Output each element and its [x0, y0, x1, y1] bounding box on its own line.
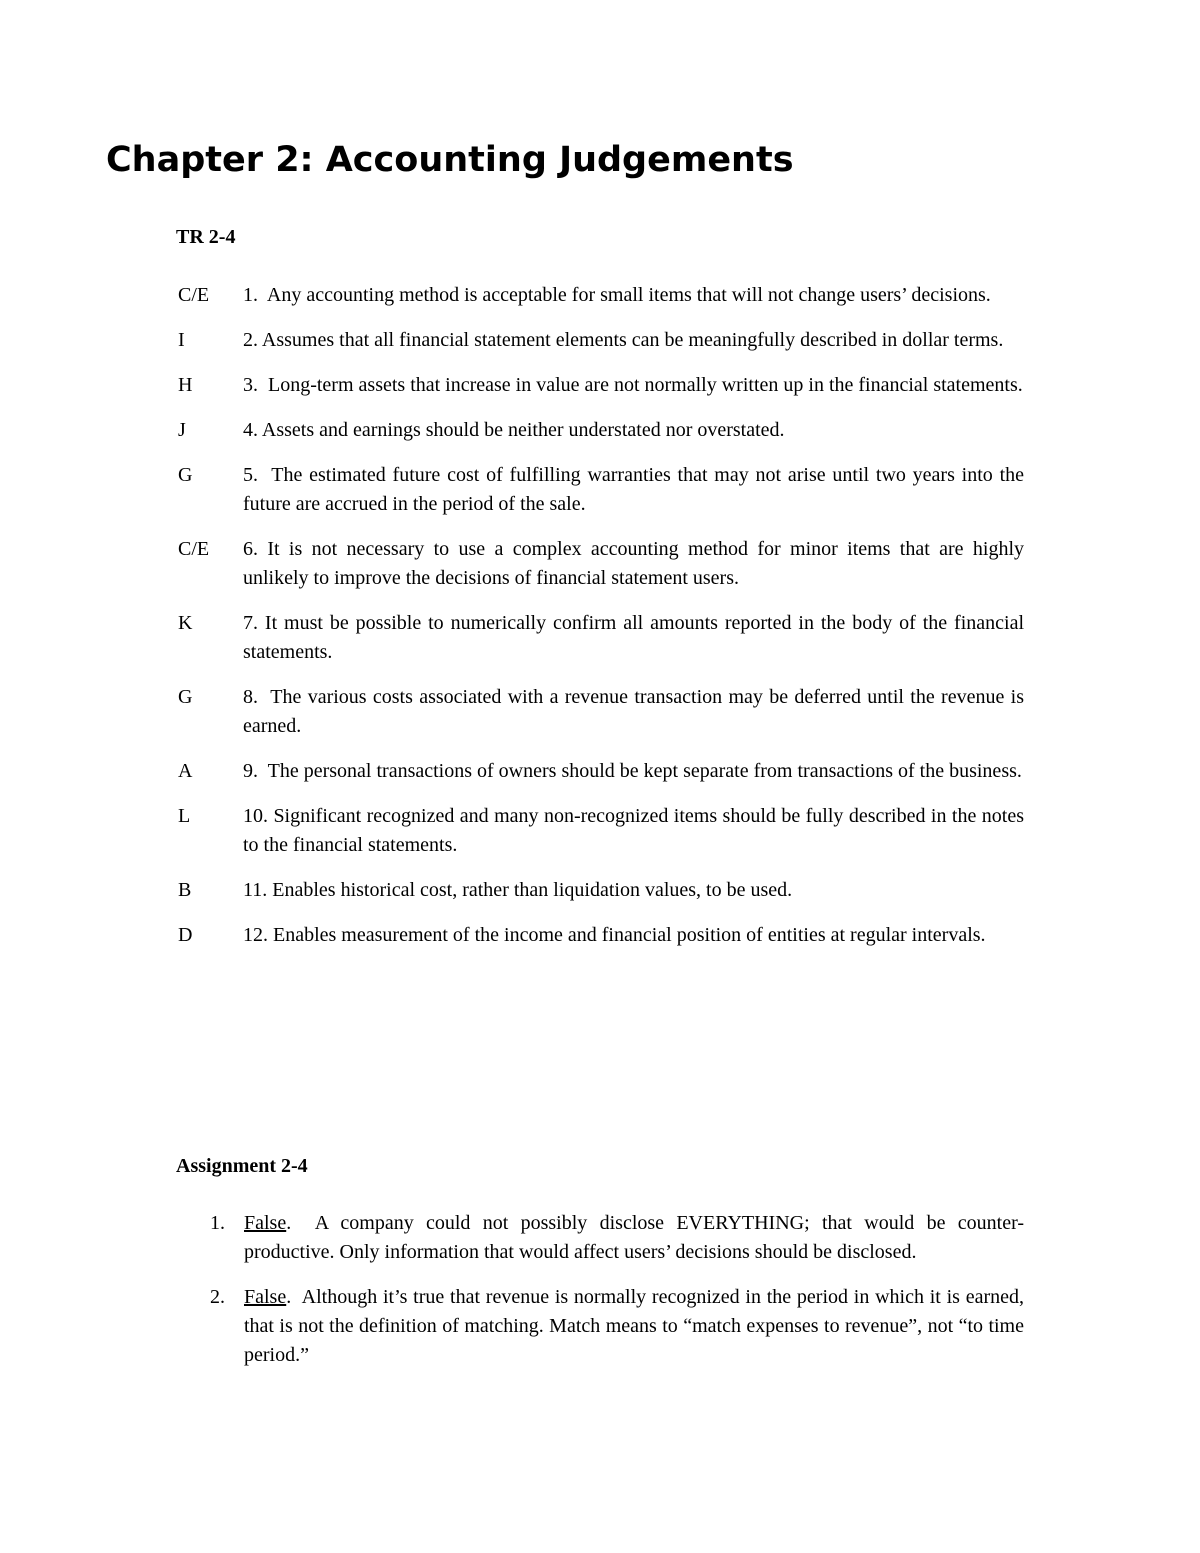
tr-item: [176, 326, 1024, 355]
assignment-item-statement: False. A company could not possibly disclose EVERYTHING; that would be counter-productive. Only information that would affect users’ decisions should be disclosed.: [244, 1212, 1024, 1263]
tr-item-number: 1.: [243, 284, 258, 306]
tr-item-text: Significant recognized and many non-recognized items should be fully described in the notes to the financial statements.: [243, 805, 1025, 856]
tr-item-answer: J: [178, 419, 186, 441]
tr-item-answer: A: [178, 760, 193, 782]
tr-item-statement: [243, 802, 1024, 860]
tr-item-text: It must be possible to numerically confirm all amounts reported in the body of the financial statements.: [243, 612, 1025, 663]
tr-item-text: The estimated future cost of fulfilling warranties that may not arise until two years into the future are accrued in the period of the sale.: [243, 464, 1024, 515]
tr-item-statement: [243, 535, 1024, 593]
tr-item-text: Assets and earnings should be neither understated nor overstated.: [261, 419, 785, 441]
tr-item-text: It is not necessary to use a complex accounting method for minor items that are highly unlikely to improve the decisions of financial statement users.: [243, 538, 1025, 589]
tr-item-answer: G: [178, 464, 193, 486]
tr-item-statement: [243, 326, 1024, 355]
tr-item-number: 11.: [243, 879, 268, 901]
tr-item-answer: C/E: [178, 284, 210, 306]
tr-item-statement: [243, 921, 1024, 950]
assignment-item-number: 1.: [210, 1212, 225, 1234]
tr-item-answer: I: [178, 329, 185, 351]
tr-item-answer: K: [178, 612, 193, 634]
tr-item-number: 10.: [243, 805, 268, 827]
tr-item-text: Any accounting method is acceptable for small items that will not change users’ decisions.: [266, 284, 991, 306]
assignment-item-number: 2.: [210, 1286, 225, 1308]
tr-item-statement: [243, 281, 1024, 310]
tr-item-statement: [243, 609, 1024, 667]
tr-item: [176, 371, 1024, 400]
tr-item: [176, 461, 1024, 519]
tr-section-heading: TR 2-4: [176, 226, 236, 248]
tr-item-answer: C/E: [178, 538, 210, 560]
assignment-item: [210, 1209, 1024, 1267]
assignment-section-heading: Assignment 2-4: [176, 1155, 308, 1177]
tr-item-text: Enables historical cost, rather than liquidation values, to be used.: [272, 879, 793, 901]
tr-item-statement: [243, 416, 1024, 445]
tr-item-statement: [243, 371, 1024, 400]
tr-item: [176, 281, 1024, 310]
tr-item-number: 6.: [243, 538, 258, 560]
assignment-item-text: Although it’s true that revenue is normally recognized in the period in which it is earned, that is not the definition of matching. Match means to “match expenses to revenue”, not “to time period.”: [244, 1286, 1024, 1366]
tr-item: [176, 609, 1024, 667]
tr-item-answer: G: [178, 686, 193, 708]
assignment-item-verdict: False: [244, 1286, 287, 1308]
tr-item-text: The personal transactions of owners should be kept separate from transactions of the business.: [267, 760, 1022, 782]
tr-item: [176, 757, 1024, 786]
tr-item-number: 2.: [243, 329, 258, 351]
tr-item: [176, 921, 1024, 950]
tr-item: [176, 683, 1024, 741]
tr-item-number: 9.: [243, 760, 258, 782]
tr-item-statement: [243, 461, 1024, 519]
tr-item-text: Long-term assets that increase in value are not normally written up in the financial statements.: [268, 374, 1023, 396]
tr-item-answer: B: [178, 879, 192, 901]
assignment-answer-list: [210, 1209, 1024, 1386]
tr-item-number: 5.: [243, 464, 258, 486]
chapter-title: Chapter 2: Accounting Judgements: [106, 140, 794, 180]
tr-item-statement: [243, 683, 1024, 741]
tr-item-number: 8.: [243, 686, 258, 708]
tr-item: [176, 876, 1024, 905]
assignment-item-verdict: False: [244, 1212, 287, 1234]
assignment-item-text: A company could not possibly disclose EVERYTHING; that would be counter-productive. Only information that would affect users’ decisions should be disclosed.: [244, 1212, 1024, 1263]
assignment-item-statement: False. Although it’s true that revenue is normally recognized in the period in which it is earned, that is not the definition of matching. Match means to “match expenses to revenue”, not “to time period.”: [244, 1286, 1024, 1366]
tr-item-number: 7.: [243, 612, 258, 634]
tr-item-answer: D: [178, 924, 193, 946]
tr-item-number: 3.: [243, 374, 258, 396]
tr-item: [176, 535, 1024, 593]
tr-item-statement: [243, 757, 1024, 786]
assignment-item: [210, 1283, 1024, 1370]
tr-item: [176, 416, 1024, 445]
tr-item-number: 12.: [243, 924, 268, 946]
tr-answer-list: [176, 281, 1024, 966]
tr-item: [176, 802, 1024, 860]
tr-item-answer: L: [178, 805, 191, 827]
tr-item-number: 4.: [243, 419, 258, 441]
tr-item-answer: H: [178, 374, 193, 396]
tr-item-statement: [243, 876, 1024, 905]
tr-item-text: Assumes that all financial statement elements can be meaningfully described in dollar terms.: [261, 329, 1004, 351]
tr-item-text: The various costs associated with a revenue transaction may be deferred until the revenue is earned.: [243, 686, 1024, 737]
tr-item-text: Enables measurement of the income and financial position of entities at regular intervals.: [273, 924, 986, 946]
